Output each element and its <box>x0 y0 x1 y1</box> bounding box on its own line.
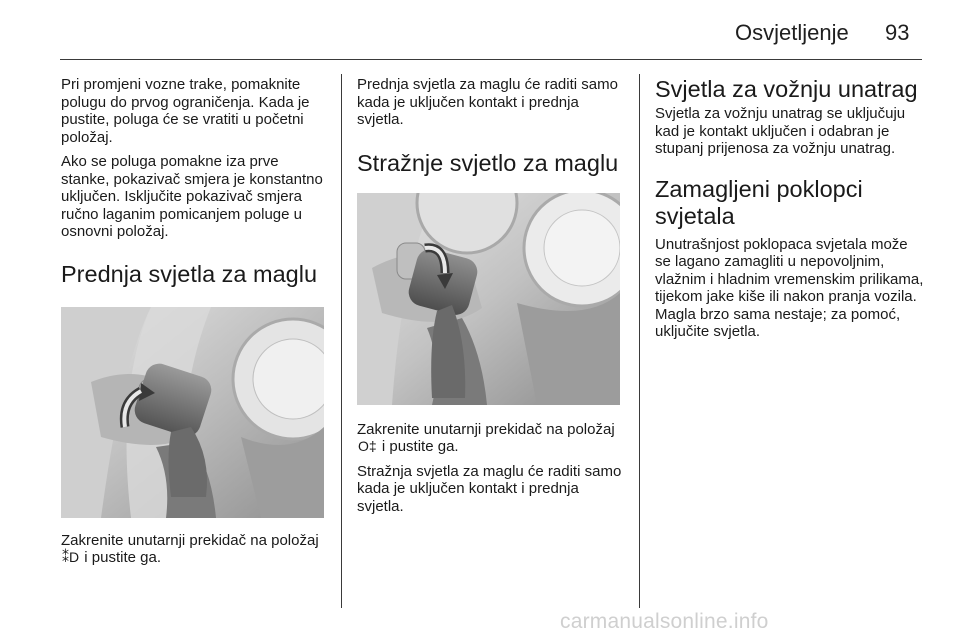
heading-rear-fog-light: Stražnje svjetlo za maglu <box>357 149 619 176</box>
paragraph-lane-change: Pri promjeni vozne trake, pomaknite polugu do prvog ograničenja. Kada je pustite, poluga će se vratiti u početni položaj. <box>61 76 310 146</box>
caption-front-fog <box>61 532 327 567</box>
caption-rear-fog <box>357 421 623 456</box>
caption-front-fog-before: Zakrenite unutarnji prekidač na položaj <box>61 531 319 549</box>
paragraph-front-fog-condition: Prednja svjetla za maglu će raditi samo kada je uključen kontakt i prednja svjetla. <box>357 76 618 128</box>
column-divider-2 <box>639 74 640 608</box>
rear-fog-light-icon: O‡ <box>358 438 377 454</box>
paragraph-misted-light-covers: Unutrašnjost poklopaca svjetala može se lagano zamagliti u nepovoljnim, vlažnim i hladnim vremenskim prilikama, tijekom jake kiše ili nakon pranja vozila. Magla brzo sama nestaje; za pomoć, uključite svjetla. <box>655 235 924 340</box>
page-number: 93 <box>885 20 910 45</box>
caption-rear-fog-after: i pustite ga. <box>381 438 459 455</box>
caption-front-fog-after: i pustite ga. <box>84 549 162 566</box>
caption-rear-fog-before: Zakrenite unutarnji prekidač na položaj <box>357 420 615 438</box>
paragraph-turn-signal: Ako se poluga pomakne iza prve stanke, pokazivač smjera je konstantno uključen. Isključite pokazivač smjera ručno laganim pomicanjem poluge u osnovni položaj. <box>61 153 323 240</box>
heading-misted-light-covers: Zamagljeni poklopci svjetala <box>655 175 863 229</box>
watermark: carmanualsonline.info <box>560 610 769 633</box>
column-2 <box>357 76 623 522</box>
front-fog-switch-illustration <box>61 307 324 518</box>
paragraph-rear-fog-condition: Stražnja svjetla za maglu će raditi samo kada je uključen kontakt i prednja svjetla. <box>357 462 622 515</box>
column-3 <box>655 76 925 348</box>
front-fog-light-icon: ⁑D <box>62 549 80 565</box>
rear-fog-switch-illustration <box>357 193 620 405</box>
page-header-title: Osvjetljenje <box>735 20 849 45</box>
header-rule <box>60 59 922 60</box>
column-divider-1 <box>341 74 342 608</box>
heading-front-fog-lights: Prednja svjetla za maglu <box>61 260 318 287</box>
column-1 <box>61 76 327 574</box>
heading-reversing-lights: Svjetla za vožnju unatrag <box>655 76 918 102</box>
paragraph-reversing-lights: Svjetla za vožnju unatrag se uključuju kad je kontakt uključen i odabran je stupanj prijenosa za vožnju unatrag. <box>655 105 906 157</box>
